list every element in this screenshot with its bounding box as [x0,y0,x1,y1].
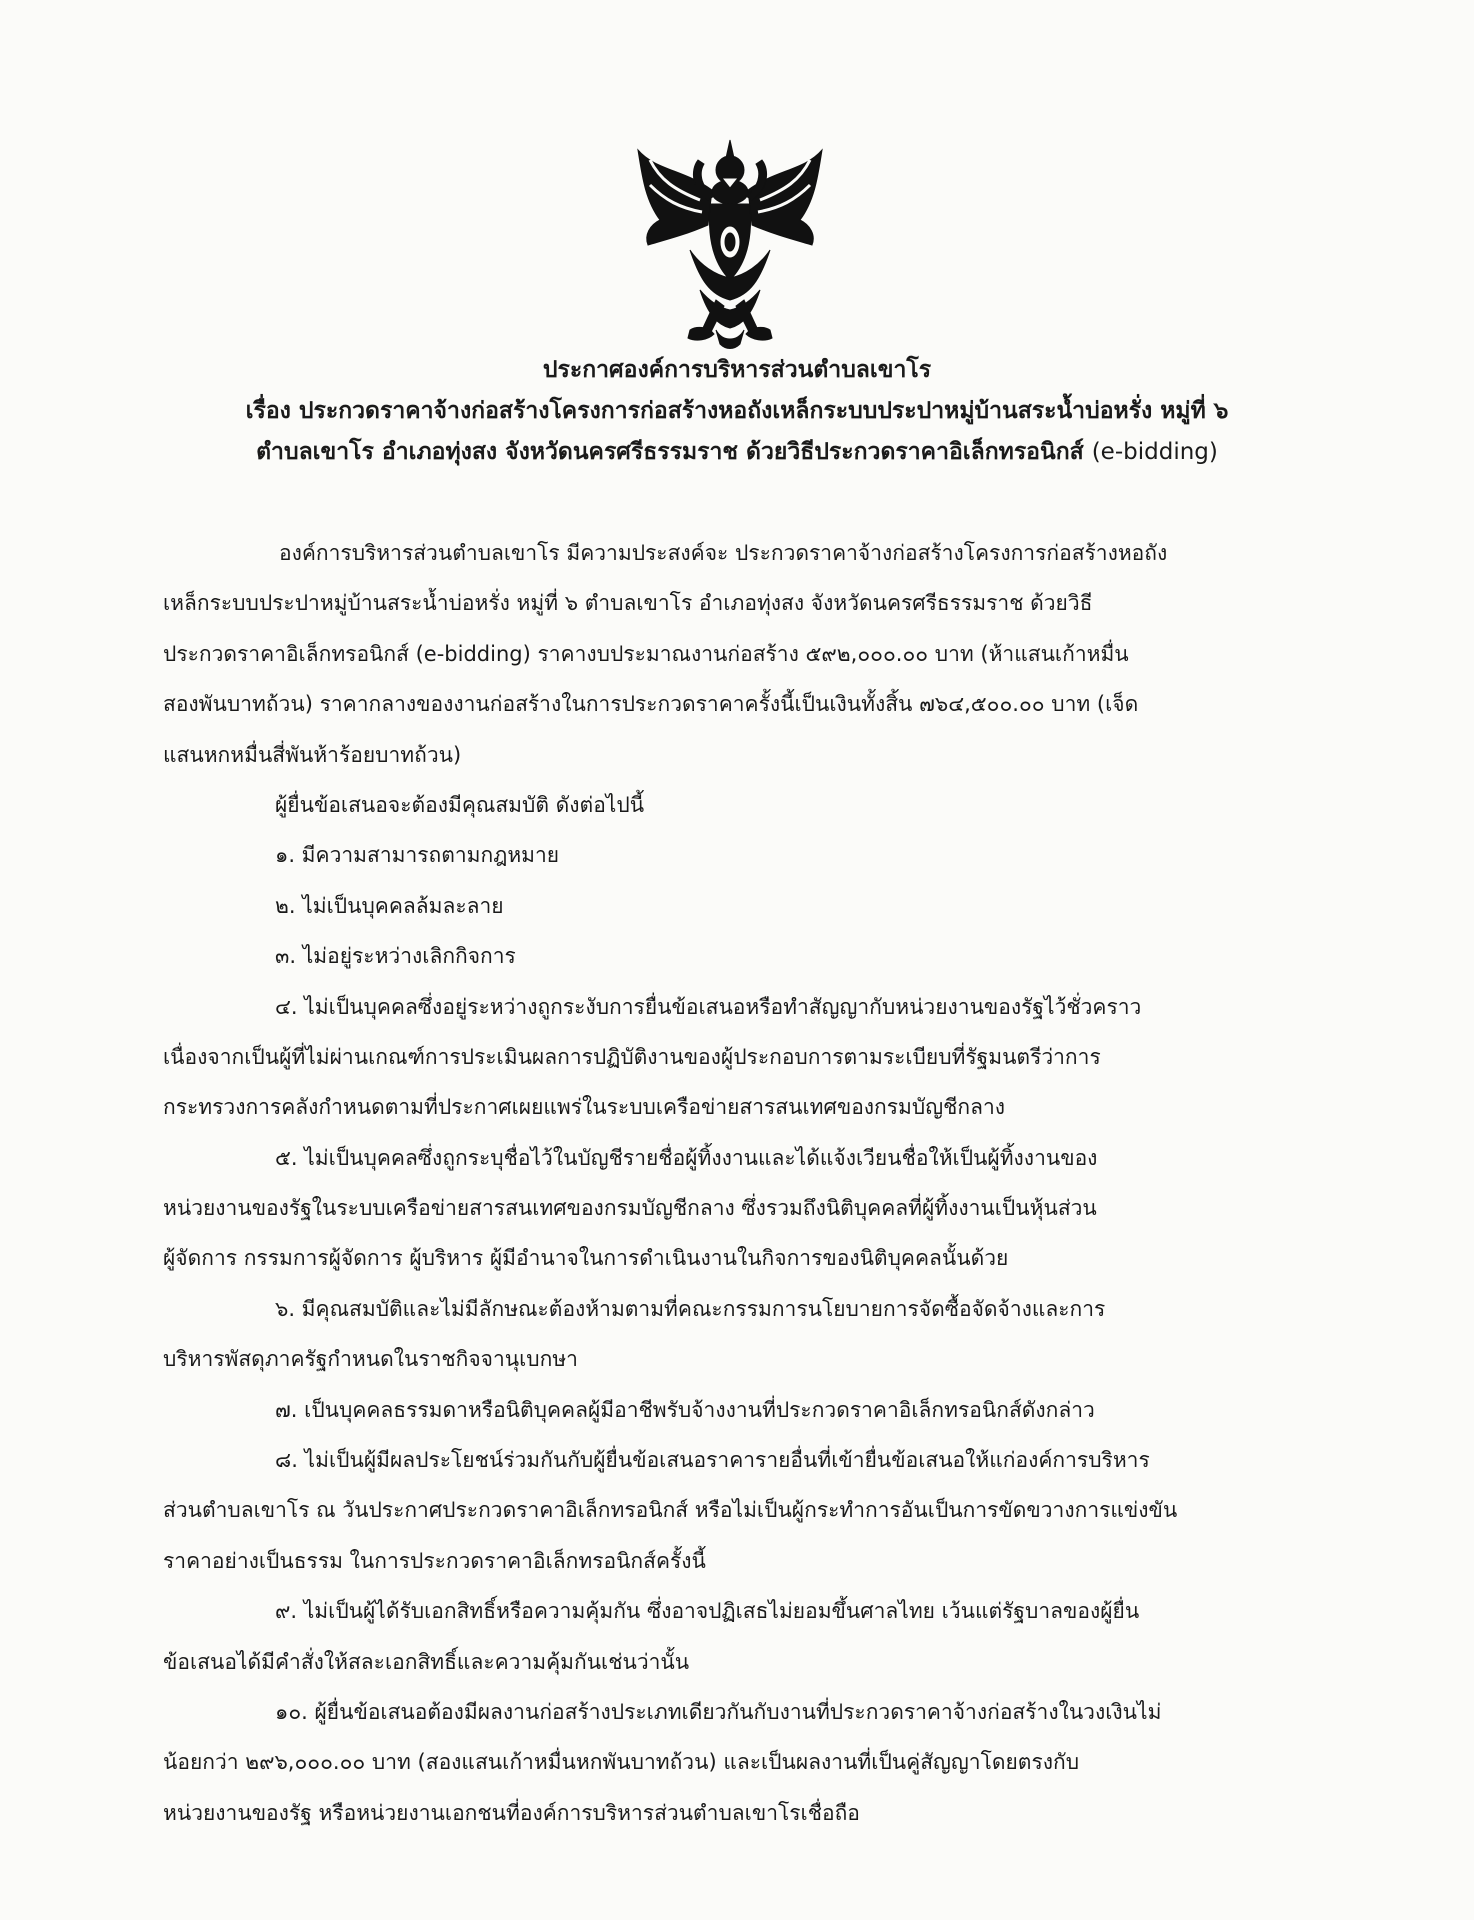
qualification-item-5-cont: ผู้จัดการ กรรมการผู้จัดการ ผู้บริหาร ผู้มีอำนาจในการดำเนินงานในกิจการของนิติบุคคลนั้นด้วย [163,1246,1009,1271]
qualification-item-6: ๖. มีคุณสมบัติและไม่มีลักษณะต้องห้ามตามที่คณะกรรมการนโยบายการจัดซื้อจัดจ้างและการ [275,1296,1106,1321]
qualification-item-8-cont: ส่วนตำบลเขาโร ณ วันประกาศประกวดราคาอิเล็กทรอนิกส์ หรือไม่เป็นผู้กระทำการอันเป็นการขัดขวางการแข่งขัน [163,1498,1178,1523]
qualification-item-9-cont: ข้อเสนอได้มีคำสั่งให้สละเอกสิทธิ์และความคุ้มกันเช่นว่านั้น [163,1649,690,1674]
qualification-item-2: ๒. ไม่เป็นบุคคลล้มละลาย [275,893,504,918]
qualification-item-8: ๘. ไม่เป็นผู้มีผลประโยชน์ร่วมกันกับผู้ยื่นข้อเสนอราคารายอื่นที่เข้ายื่นข้อเสนอให้แก่องค์การบริหาร [275,1448,1150,1473]
intro-line: สองพันบาทถ้วน) ราคากลางของงานก่อสร้างในการประกวดราคาครั้งนี้เป็นเงินทั้งสิ้น ๗๖๔,๕๐๐.๐๐ บาท (เจ็ด [163,692,1139,717]
intro-line: แสนหกหมื่นสี่พันห้าร้อยบาทถ้วน) [163,742,462,767]
qualification-item-10: ๑๐. ผู้ยื่นข้อเสนอต้องมีผลงานก่อสร้างประเภทเดียวกันกับงานที่ประกวดราคาจ้างก่อสร้างในวงเงินไม่ [275,1699,1162,1724]
qualification-item-3: ๓. ไม่อยู่ระหว่างเลิกกิจการ [275,944,516,969]
qualification-item-5-cont: หน่วยงานของรัฐในระบบเครือข่ายสารสนเทศของกรมบัญชีกลาง ซึ่งรวมถึงนิติบุคคลที่ผู้ทิ้งงานเป็นหุ้นส่วน [163,1196,1097,1221]
announcement-body [163,528,1323,1838]
subject-heading-line-2 [100,432,1374,473]
agency-heading: ประกาศองค์การบริหารส่วนตำบลเขาโร [542,357,932,383]
qualification-item-4-cont: กระทรวงการคลังกำหนดตามที่ประกาศเผยแพร่ในระบบเครือข่ายสารสนเทศของกรมบัญชีกลาง [163,1095,1005,1120]
subject-heading-line-1: เรื่อง ประกวดราคาจ้างก่อสร้างโครงการก่อสร้างหอถังเหล็กระบบประปาหมู่บ้านสระน้ำบ่อหรั่ง หมู่ที่ ๖ [245,398,1229,424]
qualification-item-9: ๙. ไม่เป็นผู้ได้รับเอกสิทธิ์หรือความคุ้มกัน ซึ่งอาจปฏิเสธไม่ยอมขึ้นศาลไทย เว้นแต่รัฐบาลของผู้ยื่น [275,1599,1140,1624]
qualification-item-10-cont: หน่วยงานของรัฐ หรือหน่วยงานเอกชนที่องค์การบริหารส่วนตำบลเขาโรเชื่อถือ [163,1800,860,1825]
qualification-item-6-cont: บริหารพัสดุภาครัฐกำหนดในราชกิจจานุเบกษา [163,1347,578,1372]
garuda-emblem-icon [630,130,830,355]
qualification-item-8-cont: ราคาอย่างเป็นธรรม ในการประกวดราคาอิเล็กทรอนิกส์ครั้งนี้ [163,1548,706,1573]
qualification-item-7: ๗. เป็นบุคคลธรรมดาหรือนิติบุคคลผู้มีอาชีพรับจ้างงานที่ประกวดราคาอิเล็กทรอนิกส์ดังกล่าว [275,1397,1095,1422]
subject-heading-line-2-latin: (e-bidding) [1091,439,1218,465]
intro-line: ประกวดราคาอิเล็กทรอนิกส์ (e-bidding) ราคางบประมาณงานก่อสร้าง ๕๙๒,๐๐๐.๐๐ บาท (ห้าแสนเก้าหมื่น [163,641,1129,666]
subject-heading-line-2-thai: ตำบลเขาโร อำเภอทุ่งสง จังหวัดนครศรีธรรมราช ด้วยวิธีประกวดราคาอิเล็กทรอนิกส์ [256,439,1084,465]
qualification-item-4-cont: เนื่องจากเป็นผู้ที่ไม่ผ่านเกณฑ์การประเมินผลการปฏิบัติงานของผู้ประกอบการตามระเบียบที่รัฐมนตรีว่าการ [163,1044,1101,1069]
qualification-item-1: ๑. มีความสามารถตามกฎหมาย [275,843,560,868]
qualifications-heading: ผู้ยื่นข้อเสนอจะต้องมีคุณสมบัติ ดังต่อไปนี้ [275,792,645,817]
intro-line: องค์การบริหารส่วนตำบลเขาโร มีความประสงค์จะ ประกวดราคาจ้างก่อสร้างโครงการก่อสร้างหอถัง [279,541,1168,565]
intro-line: เหล็กระบบประปาหมู่บ้านสระน้ำบ่อหรั่ง หมู่ที่ ๖ ตำบลเขาโร อำเภอทุ่งสง จังหวัดนครศรีธรรมราช ด้วยวิธี [163,591,1093,616]
qualification-item-5: ๕. ไม่เป็นบุคคลซึ่งถูกระบุชื่อไว้ในบัญชีรายชื่อผู้ทิ้งงานและได้แจ้งเวียนชื่อให้เป็นผู้ทิ้งงานของ [275,1145,1098,1170]
qualification-item-4: ๔. ไม่เป็นบุคคลซึ่งอยู่ระหว่างถูกระงับการยื่นข้อเสนอหรือทำสัญญากับหน่วยงานของรัฐไว้ชั่วคราว [275,994,1142,1019]
qualification-item-10-cont: น้อยกว่า ๒๙๖,๐๐๐.๐๐ บาท (สองแสนเก้าหมื่นหกพันบาทถ้วน) และเป็นผลงานที่เป็นคู่สัญญาโดยตรงกับ [163,1750,1080,1775]
announcement-title [100,350,1374,473]
